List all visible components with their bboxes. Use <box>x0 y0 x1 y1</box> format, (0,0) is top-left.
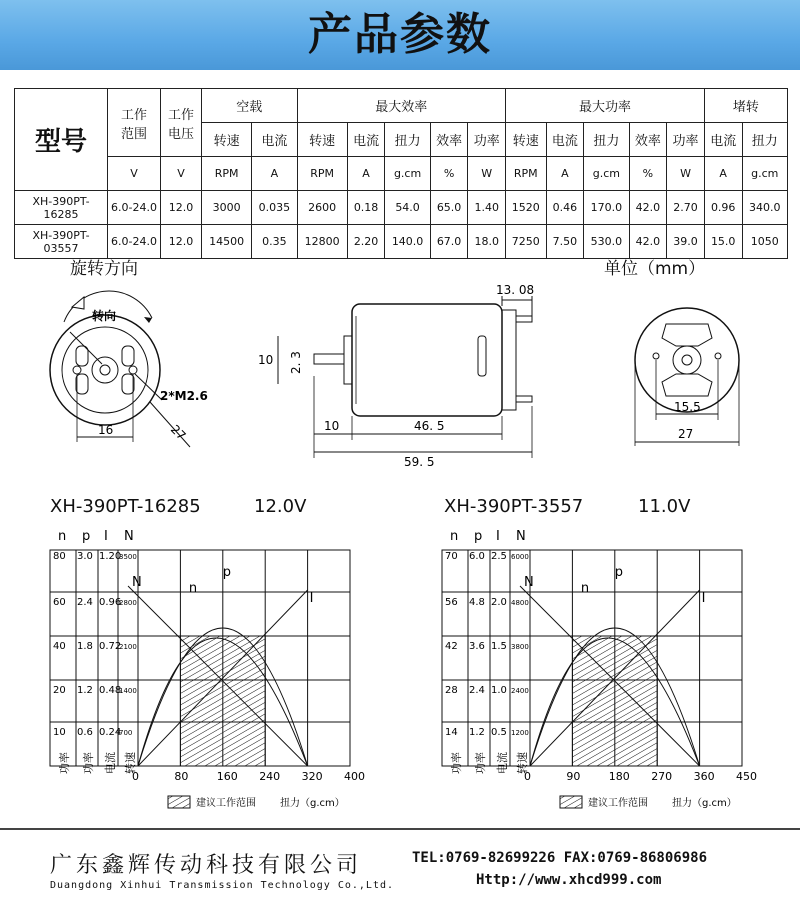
tick-label: 70 <box>445 551 458 562</box>
tick-label: 0.6 <box>77 727 93 738</box>
axis-letter: N <box>516 529 526 544</box>
tick-label: 42 <box>445 641 458 652</box>
table-cell: 0.18 <box>347 191 385 225</box>
tick-label: 14 <box>445 727 458 738</box>
unit-cell: A <box>546 157 584 191</box>
table-cell: 1520 <box>506 191 546 225</box>
tick-label: 2.4 <box>77 597 93 608</box>
tick-label: 2800 <box>119 599 137 607</box>
dimension-10-height: 10 <box>258 353 274 367</box>
dimension-2-3: 2. 3 <box>289 351 303 374</box>
dimension-59-5: 59. 5 <box>404 455 435 469</box>
unit-cell: W <box>468 157 506 191</box>
tick-label: 0.5 <box>491 727 507 738</box>
footer-divider <box>0 828 800 830</box>
front-view-drawing <box>40 282 240 462</box>
company-name-cn: 广东鑫辉传动科技有限公司 <box>50 853 363 878</box>
table-cell: 15.0 <box>704 225 742 259</box>
tick-label: 0.48 <box>99 685 122 696</box>
vent-slot <box>76 346 88 366</box>
unit-cell: g.cm <box>584 157 629 191</box>
curve-label-n: n <box>580 581 590 596</box>
tick-label: 6.0 <box>469 551 485 562</box>
tick-label: 4.8 <box>469 597 485 608</box>
table-cell: 140.0 <box>385 225 430 259</box>
tick-label: 1.8 <box>77 641 93 652</box>
x-tick-label: 360 <box>693 770 715 783</box>
axis-letter: p <box>474 529 483 544</box>
subheader-cell: 扭力 <box>742 123 787 157</box>
table-cell: 3000 <box>202 191 252 225</box>
unit-row <box>15 157 788 191</box>
brush-holder <box>662 324 712 346</box>
table-cell: 7250 <box>506 225 546 259</box>
chart2-model: XH-390PT-3557 <box>444 496 584 517</box>
subheader-cell: 扭力 <box>385 123 430 157</box>
unit-cell: g.cm <box>385 157 430 191</box>
shaft-outline <box>314 354 344 364</box>
row-label: 电流 <box>104 752 117 774</box>
company-url: Http://www.xhcd999.com <box>476 872 662 888</box>
direction-flag <box>72 297 84 309</box>
tick-label: 6000 <box>511 553 529 561</box>
row-label: 转速 <box>516 752 529 774</box>
rear-cap <box>502 310 516 410</box>
row-label: 功率 <box>58 752 71 774</box>
table-cell: 0.46 <box>546 191 584 225</box>
table-cell: 12.0 <box>161 191 202 225</box>
subheader-cell: 转速 <box>506 123 546 157</box>
tick-label: 1.0 <box>491 685 507 696</box>
subheader-cell: 功率 <box>468 123 506 157</box>
unit-cell: RPM <box>506 157 546 191</box>
tick-label: 3.0 <box>77 551 93 562</box>
dimension-27: 27 <box>167 422 189 443</box>
side-slot <box>478 336 486 376</box>
curve-label-I: I <box>309 591 314 606</box>
page-title: 产品参数 <box>308 9 492 60</box>
table-cell: 2.20 <box>347 225 385 259</box>
axis-letter: N <box>124 529 134 544</box>
axis-letter: n <box>58 529 67 544</box>
dimension-13: 13. 08 <box>496 283 535 297</box>
range-header: 工作 范围 <box>108 89 161 157</box>
mount-hole <box>73 366 81 374</box>
unit-cell: W <box>667 157 705 191</box>
tick-label: 700 <box>119 729 133 737</box>
legend-label: 建议工作范围 <box>196 798 256 809</box>
unit-cell: % <box>430 157 468 191</box>
group-max-eff: 最大效率 <box>297 89 506 123</box>
tick-label: 1400 <box>119 687 137 695</box>
dimension-15-5: 15.5 <box>674 400 701 414</box>
row-label: 功率 <box>450 752 463 774</box>
unit-cell: V <box>161 157 202 191</box>
table-cell: 530.0 <box>584 225 629 259</box>
subheader-cell: 电流 <box>546 123 584 157</box>
subheader-cell: 转速 <box>297 123 347 157</box>
vent-slot <box>122 374 134 394</box>
rear-hole <box>715 353 721 359</box>
tick-label: 2.0 <box>491 597 507 608</box>
tick-label: 56 <box>445 597 458 608</box>
tick-label: 2100 <box>119 643 137 651</box>
x-tick-label: 0 <box>132 770 139 783</box>
row-label: 转速 <box>124 752 137 774</box>
shaft <box>100 365 110 375</box>
x-tick-label: 0 <box>524 770 531 783</box>
table-cell: 170.0 <box>584 191 629 225</box>
tick-label: 0.24 <box>99 727 122 738</box>
contact-tel-fax: TEL:0769-82699226 FAX:0769-86806986 <box>412 850 708 866</box>
dimension-46-5: 46. 5 <box>414 419 445 433</box>
table-cell: 42.0 <box>629 225 667 259</box>
subheader-cell: 扭力 <box>584 123 629 157</box>
group-stall: 堵转 <box>704 89 787 123</box>
tick-label: 60 <box>53 597 66 608</box>
table-cell: 2.70 <box>667 191 705 225</box>
unit-cell: A <box>704 157 742 191</box>
title-banner <box>0 0 800 70</box>
dimension-10-shaft: 10 <box>324 419 340 433</box>
tick-label: 1200 <box>511 729 529 737</box>
tick-label: 0.96 <box>99 597 122 608</box>
chart2-voltage: 11.0V <box>638 496 691 517</box>
side-view-drawing <box>252 276 562 472</box>
spec-table <box>14 88 788 259</box>
curve-label-N: N <box>524 575 534 590</box>
rear-shaft <box>682 355 692 365</box>
x-tick-label: 160 <box>216 770 238 783</box>
legend-swatch <box>560 796 582 808</box>
terminal <box>516 396 532 402</box>
performance-chart-3557 <box>432 526 772 816</box>
table-cell: 18.0 <box>468 225 506 259</box>
table-cell: 0.35 <box>252 225 297 259</box>
unit-label: 单位（mm） <box>604 259 706 279</box>
leader-line <box>70 332 102 364</box>
unit-cell: g.cm <box>742 157 787 191</box>
chart1-voltage: 12.0V <box>254 496 307 517</box>
x-axis-unit: 扭力（g.cm） <box>672 798 737 809</box>
tick-label: 1.2 <box>469 727 485 738</box>
x-axis-unit: 扭力（g.cm） <box>280 798 345 809</box>
dimension-16: 16 <box>98 423 114 437</box>
row-label: 功率 <box>82 752 95 774</box>
axis-letter: p <box>82 529 91 544</box>
company-name-en: Duangdong Xinhui Transmission Technology Co.,Ltd. <box>50 880 395 891</box>
tick-label: 3500 <box>119 553 137 561</box>
unit-cell: RPM <box>202 157 252 191</box>
unit-cell: A <box>347 157 385 191</box>
subheader-cell: 效率 <box>430 123 468 157</box>
mount-hole <box>129 366 137 374</box>
table-cell: 12.0 <box>161 225 202 259</box>
table-cell: 54.0 <box>385 191 430 225</box>
subheader-cell: 功率 <box>667 123 705 157</box>
tick-label: 80 <box>53 551 66 562</box>
table-cell: 7.50 <box>546 225 584 259</box>
tick-label: 1.2 <box>77 685 93 696</box>
vent-slot <box>76 374 88 394</box>
axis-letter: I <box>104 529 108 544</box>
table-cell: 2600 <box>297 191 347 225</box>
curve-label-I: I <box>701 591 706 606</box>
x-tick-label: 180 <box>608 770 630 783</box>
unit-cell: % <box>629 157 667 191</box>
row-label: 电流 <box>496 752 509 774</box>
table-cell: 1.40 <box>468 191 506 225</box>
tick-label: 1.20 <box>99 551 122 562</box>
rotation-label: 旋转方向 <box>70 259 138 279</box>
rear-bearing <box>673 346 701 374</box>
performance-chart-16285 <box>40 526 380 816</box>
terminal <box>516 316 532 322</box>
tick-label: 1.5 <box>491 641 507 652</box>
tick-label: 10 <box>53 727 66 738</box>
x-tick-label: 80 <box>174 770 189 783</box>
voltage-header: 工作 电压 <box>161 89 202 157</box>
table-cell: 65.0 <box>430 191 468 225</box>
model-header: 型号 <box>15 89 108 191</box>
table-row <box>15 191 788 225</box>
table-cell: 0.96 <box>704 191 742 225</box>
curve-label-N: N <box>132 575 142 590</box>
curve-label-p: p <box>222 565 232 580</box>
x-tick-label: 270 <box>651 770 673 783</box>
tick-label: 40 <box>53 641 66 652</box>
table-cell: 1050 <box>742 225 787 259</box>
row-label: 功率 <box>474 752 487 774</box>
tick-label: 3800 <box>511 643 529 651</box>
rear-view-drawing <box>620 280 770 466</box>
x-tick-label: 450 <box>736 770 757 783</box>
unit-cell: RPM <box>297 157 347 191</box>
dimension-27: 27 <box>678 427 694 441</box>
table-cell: 6.0-24.0 <box>108 225 161 259</box>
table-cell: 6.0-24.0 <box>108 191 161 225</box>
group-noload: 空载 <box>202 89 298 123</box>
tick-label: 20 <box>53 685 66 696</box>
tick-label: 28 <box>445 685 458 696</box>
recommended-range <box>572 636 657 766</box>
group-max-power: 最大功率 <box>506 89 705 123</box>
table-cell: 42.0 <box>629 191 667 225</box>
curve-label-n: n <box>188 581 198 596</box>
table-cell: 14500 <box>202 225 252 259</box>
table-cell: XH-390PT-16285 <box>15 191 108 225</box>
chart1-model: XH-390PT-16285 <box>50 496 201 517</box>
motor-outline <box>50 315 160 425</box>
direction-arrowhead <box>144 317 152 323</box>
tick-label: 4800 <box>511 599 529 607</box>
dimension-line <box>150 402 190 447</box>
unit-cell: V <box>108 157 161 191</box>
curve-label-p: p <box>614 565 624 580</box>
screw-label: 2*M2.6 <box>160 389 208 403</box>
table-cell: 39.0 <box>667 225 705 259</box>
x-tick-label: 320 <box>301 770 323 783</box>
brush-holder <box>662 374 712 396</box>
x-tick-label: 240 <box>259 770 281 783</box>
legend-label: 建议工作范围 <box>588 798 648 809</box>
subheader-cell: 效率 <box>629 123 667 157</box>
legend-swatch <box>168 796 190 808</box>
tick-label: 2.4 <box>469 685 485 696</box>
axis-letter: n <box>450 529 459 544</box>
axis-letter: I <box>496 529 500 544</box>
tick-label: 0.72 <box>99 641 122 652</box>
front-boss <box>344 336 352 384</box>
bearing-boss <box>92 357 118 383</box>
rear-hole <box>653 353 659 359</box>
table-cell: 67.0 <box>430 225 468 259</box>
tick-label: 2.5 <box>491 551 507 562</box>
x-tick-label: 90 <box>566 770 581 783</box>
motor-inner-ring <box>62 327 148 413</box>
recommended-range <box>180 636 265 766</box>
table-cell: 12800 <box>297 225 347 259</box>
subheader-cell: 转速 <box>202 123 252 157</box>
vent-slot <box>122 346 134 366</box>
tick-label: 2400 <box>511 687 529 695</box>
direction-text: 转向 <box>92 309 117 323</box>
table-cell: XH-390PT-03557 <box>15 225 108 259</box>
x-tick-label: 400 <box>344 770 365 783</box>
motor-body <box>352 304 502 416</box>
subheader-cell: 电流 <box>252 123 297 157</box>
unit-cell: A <box>252 157 297 191</box>
table-cell: 0.035 <box>252 191 297 225</box>
subheader-cell: 电流 <box>347 123 385 157</box>
table-cell: 340.0 <box>742 191 787 225</box>
subheader-cell: 电流 <box>704 123 742 157</box>
tick-label: 3.6 <box>469 641 485 652</box>
